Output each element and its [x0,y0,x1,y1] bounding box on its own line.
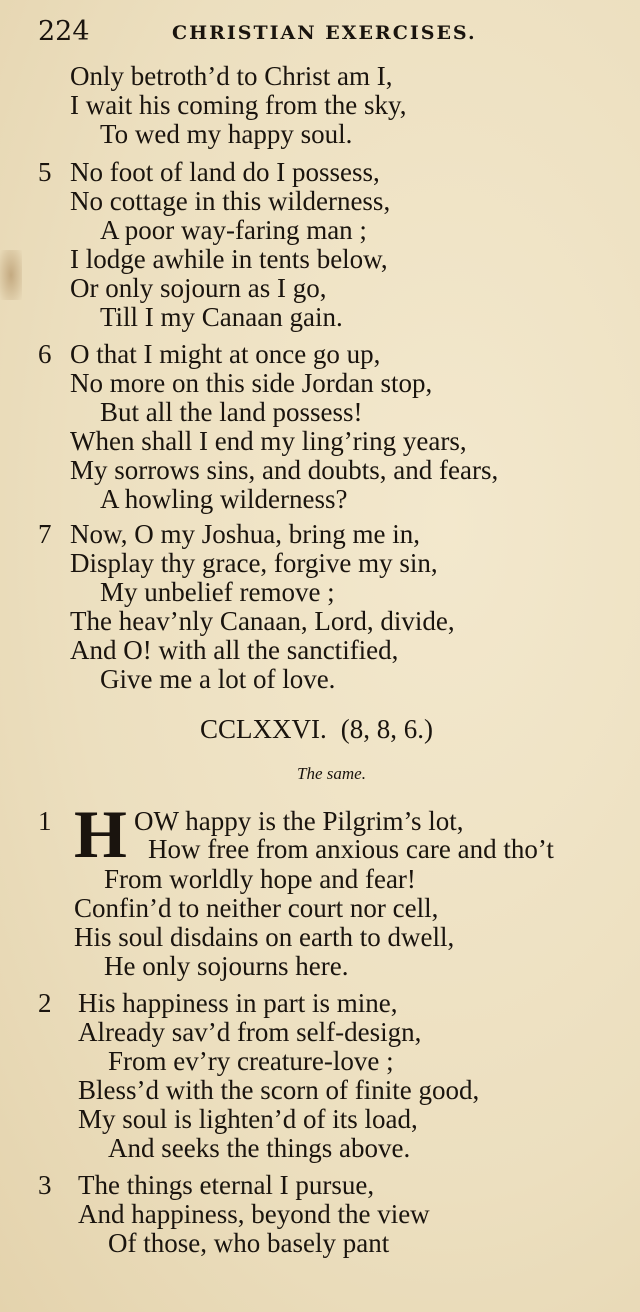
verse-line: Bless’d with the scorn of finite good, [78,1075,480,1105]
verse-line: Or only sojourn as I go, [70,273,327,303]
verse-line: Confin’d to neither court nor cell, [74,893,439,923]
stanza-number: 3 [38,1170,52,1200]
verse-line: No cottage in this wilderness, [70,186,391,216]
verse-line: No foot of land do I possess, [70,157,380,187]
verse-line: No more on this side Jordan stop, [70,368,433,398]
running-head: CHRISTIAN EXERCISES. [172,22,477,44]
verse-line: My soul is lighten’d of its load, [78,1104,418,1134]
verse-line: To wed my happy soul. [100,119,353,149]
verse-line: OW happy is the Pilgrim’s lot, [134,806,464,836]
verse-line: The heav’nly Canaan, Lord, divide, [70,606,455,636]
verse-line: He only sojourns here. [104,951,349,981]
verse-line: Now, O my Joshua, bring me in, [70,519,420,549]
drop-cap: H [74,796,127,872]
verse-line: His happiness in part is mine, [78,988,398,1018]
verse-line: O that I might at once go up, [70,339,381,369]
stanza-number: 2 [38,988,52,1018]
hymn-heading [200,714,433,745]
hymn-meter: (8, 8, 6.) [340,714,433,744]
verse-line: A poor way-faring man ; [100,215,367,245]
verse-line: Till I my Canaan gain. [100,302,343,332]
stanza-number: 5 [38,157,52,187]
page-number: 224 [38,16,90,47]
verse-line: From worldly hope and fear! [104,864,416,894]
verse-line: A howling wilderness? [100,484,348,514]
tune-note: The same. [297,764,366,783]
verse-line: Give me a lot of love. [100,664,336,694]
verse-line: I wait his coming from the sky, [70,90,407,120]
page-stain [0,250,22,300]
verse-line: And O! with all the sanctified, [70,635,399,665]
verse-line: But all the land possess! [100,397,363,427]
verse-line: The things eternal I pursue, [78,1170,375,1200]
verse-line: Display thy grace, forgive my sin, [70,548,438,578]
verse-line: His soul disdains on earth to dwell, [74,922,455,952]
stanza-number: 1 [38,806,52,836]
verse-line: My unbelief remove ; [100,577,335,607]
verse-line: And seeks the things above. [108,1133,411,1163]
verse-line: How free from anxious care and tho’t [148,834,554,864]
verse-line: And happiness, beyond the view [78,1199,430,1229]
stanza-number: 6 [38,339,52,369]
page-header [38,14,520,50]
verse-line: Of those, who basely pant [108,1228,390,1258]
verse-line: From ev’ry creature-love ; [108,1046,394,1076]
verse-line: My sorrows sins, and doubts, and fears, [70,455,499,485]
verse-line: Only betroth’d to Christ am I, [70,61,393,91]
hymn-number: CCLXXVI. [200,714,327,744]
stanza-number: 7 [38,519,52,549]
verse-line: I lodge awhile in tents below, [70,244,388,274]
verse-line: When shall I end my ling’ring years, [70,426,467,456]
verse-line: Already sav’d from self-design, [78,1017,422,1047]
